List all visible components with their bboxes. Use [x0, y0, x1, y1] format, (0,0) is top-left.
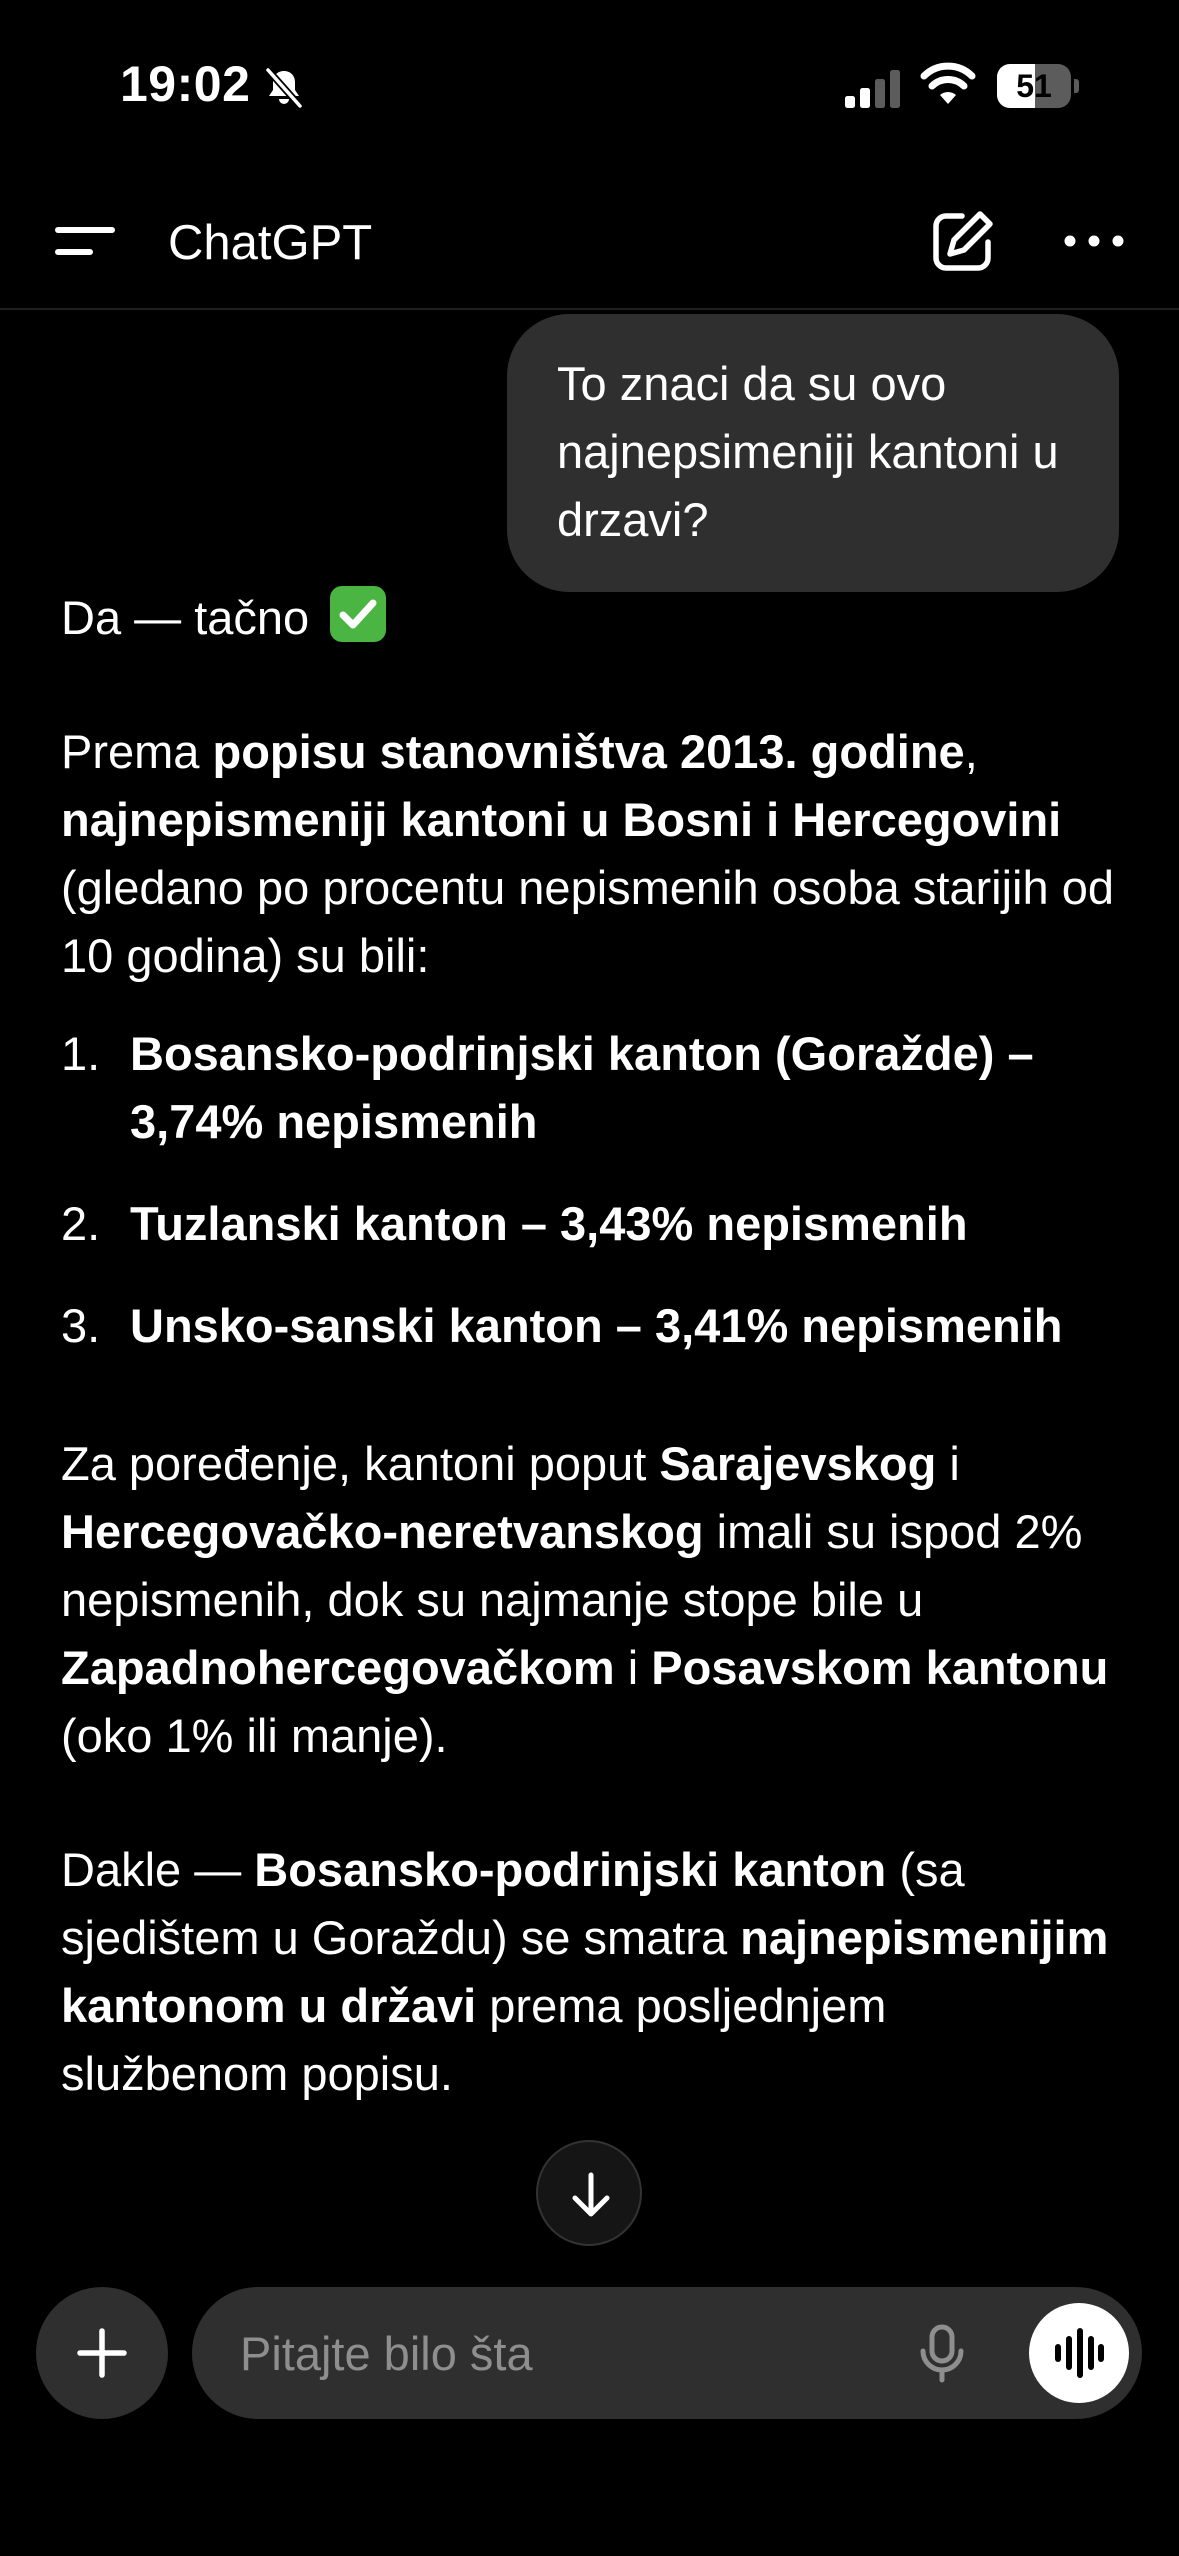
comparison-text-5: (oko 1% ili manje).	[61, 1709, 448, 1762]
cellular-signal-icon	[845, 68, 903, 108]
status-bar	[0, 0, 1179, 170]
list-item-number: 2.	[61, 1197, 101, 1250]
conclusion-text-2: (sa sjedištem u Goraždu) se smatra	[61, 1843, 965, 1964]
comparison-bold-2: Hercegovačko-neretvanskog	[61, 1505, 704, 1558]
lead-text-1: Prema	[61, 725, 213, 778]
conclusion-bold-1: Bosansko-podrinjski kanton	[254, 1843, 887, 1896]
conversation[interactable]	[0, 310, 1179, 2270]
assistant-conclusion-paragraph	[61, 1836, 1121, 2108]
comparison-bold-3: Zapadnohercegovačkom	[61, 1641, 615, 1694]
bell-slash-icon	[262, 66, 306, 110]
comparison-text-1: Za poređenje, kantoni poput	[61, 1437, 660, 1490]
user-message-bubble[interactable]: To znaci da su ovo najnepsimeniji kantoni u drzavi?	[507, 314, 1119, 592]
wifi-icon	[920, 62, 976, 108]
microphone-icon[interactable]	[912, 2323, 972, 2383]
lead-bold-cantons: najnepismeniji kantoni u Bosni i Hercegovini	[61, 793, 1062, 846]
assistant-message	[61, 584, 1121, 2108]
comparison-bold-1: Sarajevskog	[659, 1437, 937, 1490]
conclusion-text-3: prema posljednjem službenom popisu.	[61, 1979, 887, 2100]
assistant-comparison-paragraph	[61, 1430, 1121, 1770]
lead-text-3: (gledano po procentu nepismenih osoba starijih od 10 godina) su bili:	[61, 861, 1114, 982]
lead-bold-census: popisu stanovništva 2013. godine	[212, 725, 965, 778]
list-item-text: Tuzlanski kanton – 3,43% nepismenih	[130, 1197, 968, 1250]
new-chat-icon[interactable]	[928, 206, 998, 276]
status-time: 19:02	[120, 56, 251, 112]
battery-cap	[1074, 79, 1079, 93]
menu-icon[interactable]	[50, 210, 120, 270]
list-item-number: 1.	[61, 1027, 101, 1080]
app-title[interactable]: ChatGPT	[168, 216, 373, 270]
scroll-down-button[interactable]	[536, 2140, 642, 2246]
more-icon[interactable]	[1058, 216, 1130, 266]
battery-percent: 51	[1016, 68, 1052, 104]
composer	[192, 2287, 1142, 2419]
list-item	[61, 1020, 1121, 1156]
check-mark-button-icon	[328, 584, 388, 644]
list-item-text: Bosansko-podrinjski kanton (Goražde) – 3,74% nepismenih	[130, 1027, 1034, 1148]
voice-mode-button[interactable]	[1029, 2303, 1129, 2403]
comparison-text-4: i	[614, 1641, 652, 1694]
home-indicator-area	[0, 2420, 1179, 2556]
comparison-text-2: i	[936, 1437, 960, 1490]
conclusion-text-1: Dakle —	[61, 1843, 255, 1896]
list-item	[61, 1190, 1121, 1258]
list-item	[61, 1292, 1121, 1360]
battery-icon	[997, 64, 1077, 108]
assistant-intro-text: Da — tačno	[61, 591, 310, 644]
plus-icon	[76, 2327, 128, 2379]
list-item-text: Unsko-sanski kanton – 3,41% nepismenih	[130, 1299, 1063, 1352]
comparison-text-3: imali su ispod 2% nepismenih, dok su najmanje stope bile u	[61, 1505, 1083, 1626]
app-header	[0, 170, 1179, 310]
canton-list	[61, 1020, 1121, 1360]
arrow-down-icon	[565, 2169, 617, 2221]
message-input[interactable]	[240, 2287, 860, 2419]
voice-mode-icon	[1051, 2325, 1107, 2381]
conclusion-bold-2: najnepismenijim kantonom u državi	[61, 1911, 1109, 2032]
battery-body	[997, 64, 1071, 108]
assistant-intro	[61, 584, 1121, 652]
list-item-number: 3.	[61, 1299, 101, 1352]
lead-text-2: ,	[964, 725, 978, 778]
assistant-lead-paragraph	[61, 718, 1121, 990]
attach-button[interactable]	[36, 2287, 168, 2419]
comparison-bold-4: Posavskom kantonu	[651, 1641, 1109, 1694]
